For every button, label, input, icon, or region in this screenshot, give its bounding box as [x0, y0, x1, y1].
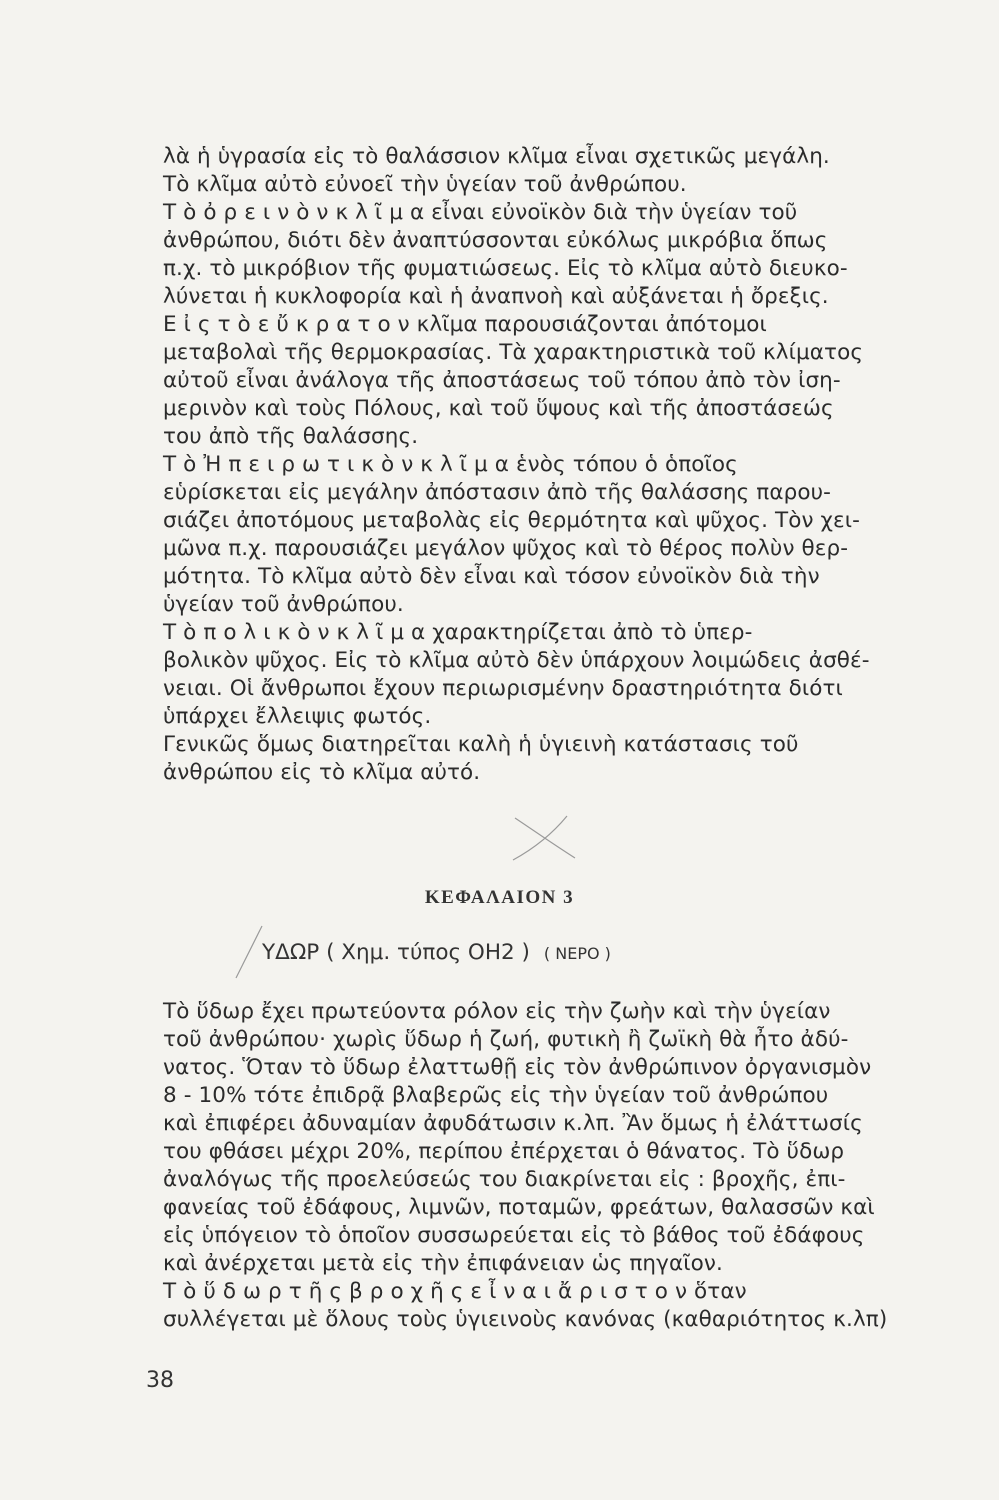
text-line: Τὸ ὕδωρ ἔχει πρωτεύοντα ρόλον εἰς τὴν ζωὴν καὶ τὴν ὑγείαν: [163, 999, 831, 1024]
text-line: μερινὸν καὶ τοὺς Πόλους, καὶ τοῦ ὕψους καὶ τῆς ἀποστάσεώς: [163, 396, 834, 421]
text-line: βολικὸν ψῦχος. Εἰς τὸ κλῖμα αὐτὸ δὲν ὑπάρχουν λοιμώδεις ἀσθέ-: [163, 648, 870, 673]
text-line: αὐτοῦ εἶναι ἀνάλογα τῆς ἀποστάσεως τοῦ τόπου ἀπὸ τὸν ἰση-: [163, 368, 841, 393]
text-line: νειαι. Οἱ ἄνθρωποι ἔχουν περιωρισμένην δραστηριότητα διότι: [163, 676, 843, 701]
text-line: Τὸ κλῖμα αὐτὸ εὐνοεῖ τὴν ὑγείαν τοῦ ἀνθρώπου.: [163, 172, 687, 197]
text-line: Ε ἰ ς τ ὸ ε ὔ κ ρ α τ ο ν κλῖμα παρουσιάζονται ἀπότομοι: [163, 312, 767, 337]
text-line: ὑγείαν τοῦ ἀνθρώπου.: [163, 592, 404, 617]
text-line: 8 - 10% τότε ἐπιδρᾷ βλαβερῶς εἰς τὴν ὑγείαν τοῦ ἀνθρώπου: [163, 1083, 829, 1108]
text-line: λύνεται ἡ κυκλοφορία καὶ ἡ ἀναπνοὴ καὶ αὐξάνεται ἡ ὄρεξις.: [163, 284, 829, 309]
text-line: ἀνθρώπου, διότι δὲν ἀναπτύσσονται εὐκόλως μικρόβια ὅπως: [163, 228, 828, 253]
text-line: Τ ὸ π ο λ ι κ ὸ ν κ λ ῖ μ α χαρακτηρίζεται ἀπὸ τὸ ὑπερ-: [163, 620, 753, 645]
text-line: μῶνα π.χ. παρουσιάζει μεγάλον ψῦχος καὶ τὸ θέρος πολὺν θερ-: [163, 536, 849, 561]
text-line: σιάζει ἀποτόμους μεταβολὰς εἰς θερμότητα καὶ ψῦχος. Τὸν χει-: [163, 508, 861, 533]
text-line: π.χ. τὸ μικρόβιον τῆς φυματιώσεως. Εἰς τὸ κλῖμα αὐτὸ διευκο-: [163, 256, 848, 281]
text-line: καὶ ἀνέρχεται μετὰ εἰς τὴν ἐπιφάνειαν ὡς πηγαῖον.: [163, 1251, 723, 1276]
text-line: μότητα. Τὸ κλῖμα αὐτὸ δὲν εἶναι καὶ τόσον εὐνοϊκὸν διὰ τὴν: [163, 564, 820, 589]
text-line: φανείας τοῦ ἐδάφους, λιμνῶν, ποταμῶν, φρεάτων, θαλασσῶν καὶ: [163, 1195, 875, 1220]
text-block-water: [163, 998, 903, 1334]
text-line: εὑρίσκεται εἰς μεγάλην ἀπόστασιν ἀπὸ τῆς θαλάσσης παρου-: [163, 480, 832, 505]
text-line: ἀνθρώπου εἰς τὸ κλῖμα αὐτό.: [163, 760, 481, 785]
text-line: Γενικῶς ὅμως διατηρεῖται καλὴ ἡ ὑγιεινὴ κατάστασις τοῦ: [163, 732, 799, 757]
text-line: νατος. Ὅταν τὸ ὕδωρ ἐλαττωθῇ εἰς τὸν ἀνθρώπινον ὀργανισμὸν: [163, 1055, 872, 1080]
text-line: Τ ὸ ὕ δ ω ρ τ ῆ ς β ρ ο χ ῆ ς ε ἶ ν α ι ἄ ρ ι σ τ ο ν ὅταν: [163, 1279, 747, 1304]
subtitle-main: ΥΔΩΡ ( Χημ. τύπος ΟΗ2 ): [262, 940, 530, 965]
section-subtitle: [262, 940, 611, 965]
text-line: του ἀπὸ τῆς θαλάσσης.: [163, 424, 419, 449]
text-line: συλλέγεται μὲ ὅλους τοὺς ὑγιεινοὺς κανόνας (καθαριότητος κ.λπ): [163, 1307, 888, 1332]
text-line: εἰς ὑπόγειον τὸ ὁποῖον συσσωρεύεται εἰς τὸ βάθος τοῦ ἐδάφους: [163, 1223, 865, 1248]
page-number: 38: [146, 1368, 174, 1393]
text-line: του φθάσει μέχρι 20%, περίπου ἐπέρχεται ὁ θάνατος. Τὸ ὕδωρ: [163, 1139, 845, 1164]
text-block-climate: [163, 143, 903, 787]
text-line: καὶ ἐπιφέρει ἀδυναμίαν ἀφυδάτωσιν κ.λπ. Ἂν ὅμως ἡ ἐλάττωσίς: [163, 1111, 863, 1136]
text-line: ὑπάρχει ἔλλειψις φωτός.: [163, 704, 432, 729]
text-line: μεταβολαὶ τῆς θερμοκρασίας. Τὰ χαρακτηριστικὰ τοῦ κλίματος: [163, 340, 864, 365]
text-line: Τ ὸ Ἠ π ε ι ρ ω τ ι κ ὸ ν κ λ ῖ μ α ἑνὸς τόπου ὁ ὁποῖος: [163, 452, 738, 477]
text-line: ἀναλόγως τῆς προελεύσεώς του διακρίνεται εἰς : βροχῆς, ἐπι-: [163, 1167, 846, 1192]
text-line: Τ ὸ ὀ ρ ε ι ν ὸ ν κ λ ῖ μ α εἶναι εὐνοϊκὸν διὰ τὴν ὑγείαν τοῦ: [163, 200, 798, 225]
pencil-cross-mark: [505, 808, 585, 868]
chapter-heading: ΚΕΦΑΛΑΙΟΝ 3: [424, 887, 575, 908]
text-line: τοῦ ἀνθρώπου· χωρὶς ὕδωρ ἡ ζωή, φυτικὴ ἢ ζωϊκὴ θὰ ἦτο ἀδύ-: [163, 1027, 849, 1052]
subtitle-note: ( ΝΕΡΟ ): [543, 944, 611, 963]
text-line: λὰ ἡ ὑγρασία εἰς τὸ θαλάσσιον κλῖμα εἶναι σχετικῶς μεγάλη.: [163, 144, 830, 169]
